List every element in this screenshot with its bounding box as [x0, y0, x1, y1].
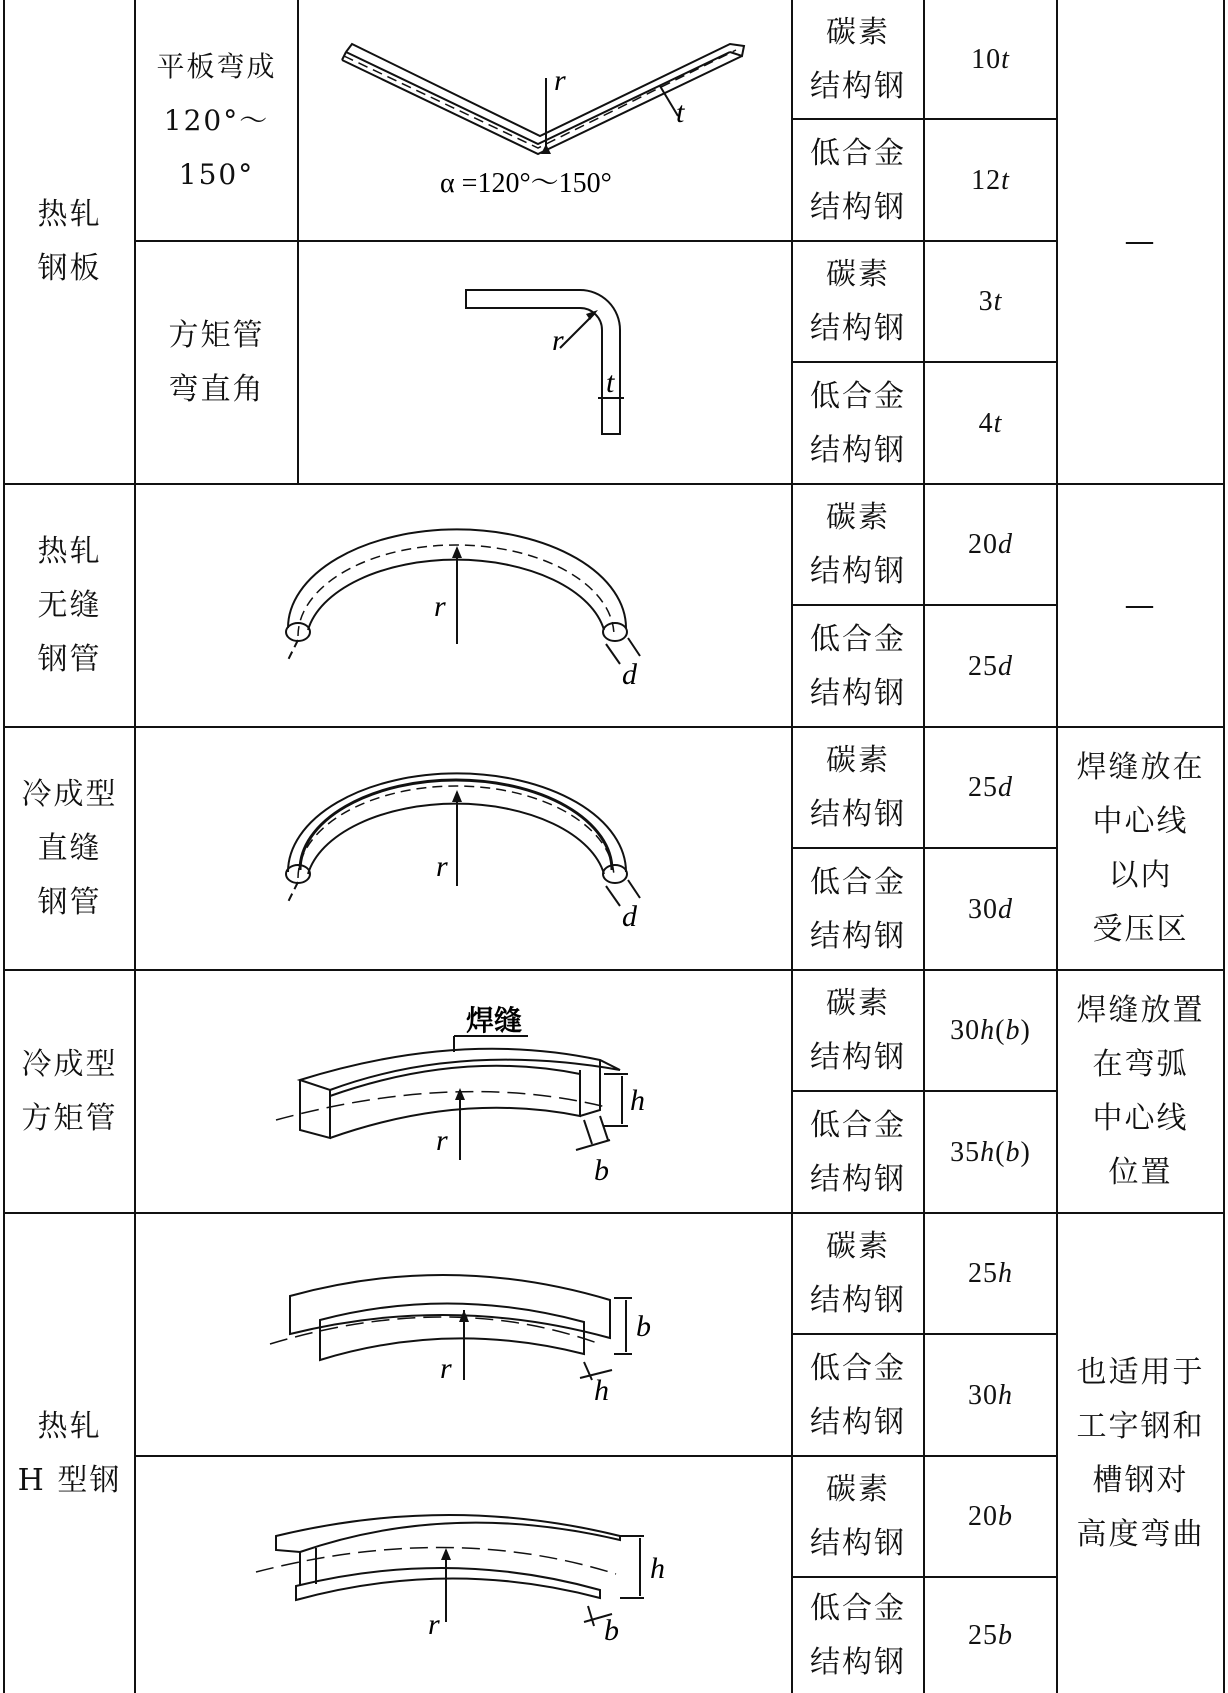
category-seamless-pipe: 热轧 无缝 钢管	[37, 534, 102, 677]
note-rect-tube: 焊缝放置 在弯弧 中心线 位置	[1076, 993, 1205, 1190]
radius-value: 20d	[968, 529, 1013, 560]
material-low-alloy-1: 低合金 结构钢	[810, 135, 906, 225]
radius-value: 30h(b)	[950, 1015, 1031, 1046]
h1-b-label: b	[636, 1310, 651, 1343]
material-low-alloy-2: 低合金 结构钢	[810, 378, 906, 468]
material-carbon: 碳素 结构钢	[810, 500, 906, 589]
seamless-r-label: r	[434, 590, 446, 623]
rect-r-label: r	[436, 1124, 448, 1157]
category-h-beam: 热轧 H 型钢	[17, 1408, 122, 1498]
material-carbon-2: 碳素 结构钢	[810, 1472, 906, 1561]
material-low-alloy-1: 低合金 结构钢	[810, 1350, 906, 1440]
note-plate: —	[1124, 224, 1157, 259]
plate-r-label: r	[554, 64, 566, 97]
material-low-alloy-2: 低合金 结构钢	[810, 1590, 906, 1680]
material-carbon: 碳素 结构钢	[810, 986, 906, 1075]
plate-subtype-rect-tube-right-angle: 方矩管 弯直角	[168, 318, 265, 407]
category-hot-rolled-plate: 热轧 钢板	[37, 197, 102, 286]
radius-value: 25d	[968, 650, 1013, 682]
plate-t-label: t	[676, 96, 685, 129]
material-carbon-2: 碳素 结构钢	[810, 257, 906, 346]
seamless-d-label: d	[622, 658, 637, 691]
material-carbon-1: 碳素 结构钢	[810, 1229, 906, 1318]
material-low-alloy: 低合金 结构钢	[810, 864, 906, 954]
h2-b-label: b	[604, 1614, 619, 1647]
category-rect-tube: 冷成型 方矩管	[21, 1047, 118, 1136]
tube-t-label: t	[606, 366, 615, 399]
radius-value: 10t	[971, 43, 1010, 75]
welded-d-label: d	[622, 900, 637, 933]
plate-subtype-120-150: 平板弯成 120°～150°	[156, 49, 277, 191]
radius-value: 25b	[968, 1619, 1013, 1651]
radius-value: 20b	[968, 1501, 1013, 1532]
radius-value: 30d	[968, 893, 1013, 925]
rect-weld-label: 焊缝	[466, 1004, 523, 1037]
rect-b-label: b	[594, 1154, 609, 1187]
h1-r-label: r	[440, 1352, 452, 1385]
welded-r-label: r	[436, 850, 448, 883]
material-low-alloy: 低合金 结构钢	[810, 1107, 906, 1197]
radius-value: 3t	[978, 286, 1003, 317]
radius-value: 4t	[978, 407, 1003, 439]
plate-angle-label: α =120°～150°	[440, 168, 612, 199]
h2-h-label: h	[650, 1552, 665, 1585]
material-carbon-1: 碳素 结构钢	[810, 14, 906, 104]
radius-value: 25d	[968, 772, 1013, 803]
note-welded-pipe: 焊缝放在 中心线 以内 受压区	[1076, 750, 1205, 947]
material-carbon: 碳素 结构钢	[810, 743, 906, 832]
note-h-beam: 也适用于 工字钢和 槽钢对 高度弯曲	[1076, 1354, 1205, 1552]
category-welded-pipe: 冷成型 直缝 钢管	[21, 777, 118, 920]
radius-value: 30h	[968, 1379, 1013, 1411]
radius-value: 25h	[968, 1258, 1013, 1289]
radius-value: 12t	[971, 164, 1010, 196]
rect-h-label: h	[630, 1084, 645, 1117]
material-low-alloy: 低合金 结构钢	[810, 621, 906, 711]
radius-value: 35h(b)	[950, 1136, 1031, 1168]
note-seamless: —	[1124, 588, 1157, 623]
h2-r-label: r	[428, 1608, 440, 1641]
h1-h-label: h	[594, 1374, 609, 1407]
tube-r-label: r	[552, 324, 564, 357]
